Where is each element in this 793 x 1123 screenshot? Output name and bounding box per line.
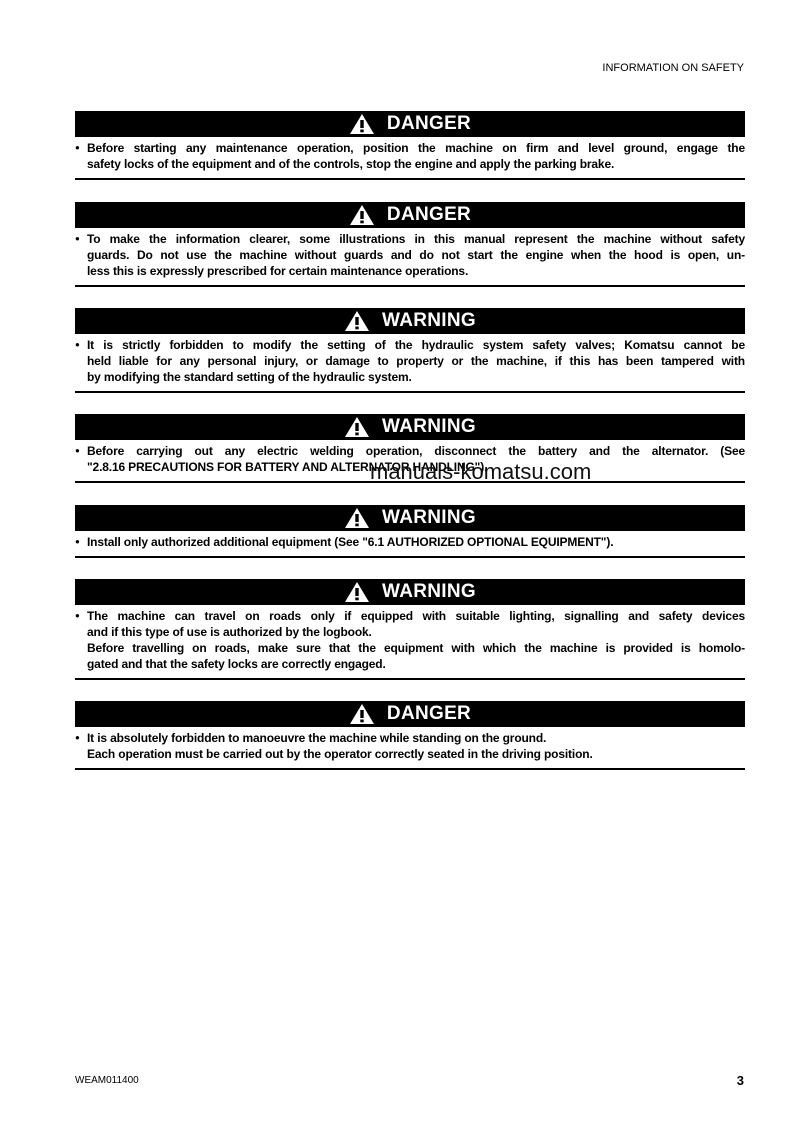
notice-header — [75, 202, 745, 228]
notice-line-text: by modifying the standard setting of the hydraulic system. — [87, 370, 412, 384]
notice-line-text: gated and that the safety locks are correctly engaged. — [87, 657, 386, 671]
notice-line — [75, 231, 745, 247]
document-code: WEAM011400 — [75, 1075, 139, 1086]
notice-header — [75, 414, 745, 440]
notice-line — [75, 534, 745, 550]
notice-line-text: It is absolutely forbidden to manoeuvre the machine while standing on the ground. — [87, 731, 547, 745]
notice-level: WARNING — [382, 507, 476, 528]
notice-line — [75, 746, 745, 762]
notice-line-text: less this is expressly prescribed for certain maintenance operations. — [87, 264, 469, 278]
notice-line-text: "2.8.16 PRECAUTIONS FOR BATTERY AND ALTERNATOR HANDLING"). — [87, 460, 488, 474]
notice-header — [75, 701, 745, 727]
notice-line — [75, 247, 745, 263]
bullet-icon: ● — [75, 446, 80, 455]
divider — [75, 556, 745, 558]
bullet-icon: ● — [75, 733, 80, 742]
notice-header — [75, 111, 745, 137]
divider — [75, 391, 745, 393]
notice-line — [75, 337, 745, 353]
notice-line — [75, 640, 745, 656]
notice-line-text: safety locks of the equipment and of the controls, stop the engine and apply the parking brake. — [87, 157, 615, 171]
notice-line-text: held liable for any personal injury, or damage to property or the machine, if this has been tampered with — [87, 354, 745, 368]
warning-triangle-icon — [344, 581, 370, 603]
notice-level: WARNING — [382, 581, 476, 602]
notice-line-text: The machine can travel on roads only if equipped with suitable lighting, signalling and safety devices — [87, 609, 745, 623]
notice-line — [75, 443, 745, 459]
notice-line-text: Before travelling on roads, make sure that the equipment with which the machine is provided is homolo- — [87, 641, 745, 655]
warning-triangle-icon — [349, 703, 375, 725]
notice-text — [75, 337, 745, 385]
bullet-icon: ● — [75, 143, 80, 152]
notice-text — [75, 534, 745, 550]
notice-level: DANGER — [386, 703, 472, 724]
bullet-icon: ● — [75, 537, 80, 546]
notice-line-text: Install only authorized additional equipment (See "6.1 AUTHORIZED OPTIONAL EQUIPMENT"). — [87, 535, 614, 549]
notice-line-text: Each operation must be carried out by the operator correctly seated in the driving position. — [87, 747, 593, 761]
notice-line — [75, 656, 745, 672]
safety-notice-warning — [75, 505, 745, 558]
notice-line — [75, 156, 745, 172]
notice-line — [75, 730, 745, 746]
warning-triangle-icon — [344, 310, 370, 332]
safety-notice-danger — [75, 111, 745, 180]
notice-level: DANGER — [386, 204, 472, 225]
notice-line-text: and if this type of use is authorized by the logbook. — [87, 625, 372, 639]
notice-text — [75, 730, 745, 762]
notice-line-text: To make the information clearer, some illustrations in this manual represent the machine without safety — [87, 232, 745, 246]
notice-text — [75, 608, 745, 672]
warning-triangle-icon — [344, 416, 370, 438]
safety-notice-danger — [75, 701, 745, 770]
notice-text — [75, 140, 745, 172]
bullet-icon: ● — [75, 340, 80, 349]
divider — [75, 678, 745, 680]
safety-notice-warning — [75, 579, 745, 680]
notice-level: DANGER — [386, 113, 472, 134]
notice-line-text: It is strictly forbidden to modify the setting of the hydraulic system safety valves; Komatsu cannot be — [87, 338, 745, 352]
safety-notice-warning — [75, 308, 745, 393]
notice-line-text: guards. Do not use the machine without guards and do not start the engine when the hood is open, un- — [87, 248, 745, 262]
notice-level: WARNING — [382, 416, 476, 437]
notice-line — [75, 624, 745, 640]
bullet-icon: ● — [75, 611, 80, 620]
notice-line — [75, 140, 745, 156]
notice-line-text: Before carrying out any electric welding operation, disconnect the battery and the alternator. (See — [87, 444, 745, 458]
warning-triangle-icon — [349, 113, 375, 135]
notice-line-text: Before starting any maintenance operation, position the machine on firm and level ground, engage the — [87, 141, 745, 155]
notice-line — [75, 369, 745, 385]
divider — [75, 768, 745, 770]
warning-triangle-icon — [344, 507, 370, 529]
divider — [75, 178, 745, 180]
bullet-icon: ● — [75, 234, 80, 243]
notice-level: WARNING — [382, 310, 476, 331]
safety-notice-danger — [75, 202, 745, 287]
watermark: manuals-komatsu.com — [370, 459, 592, 484]
warning-triangle-icon — [349, 204, 375, 226]
divider — [75, 285, 745, 287]
notice-header — [75, 308, 745, 334]
section-header: INFORMATION ON SAFETY — [602, 62, 744, 74]
notice-header — [75, 579, 745, 605]
notice-line — [75, 263, 745, 279]
notice-line — [75, 353, 745, 369]
notice-text — [75, 231, 745, 279]
notice-header — [75, 505, 745, 531]
notice-line — [75, 608, 745, 624]
page-number: 3 — [736, 1073, 744, 1088]
